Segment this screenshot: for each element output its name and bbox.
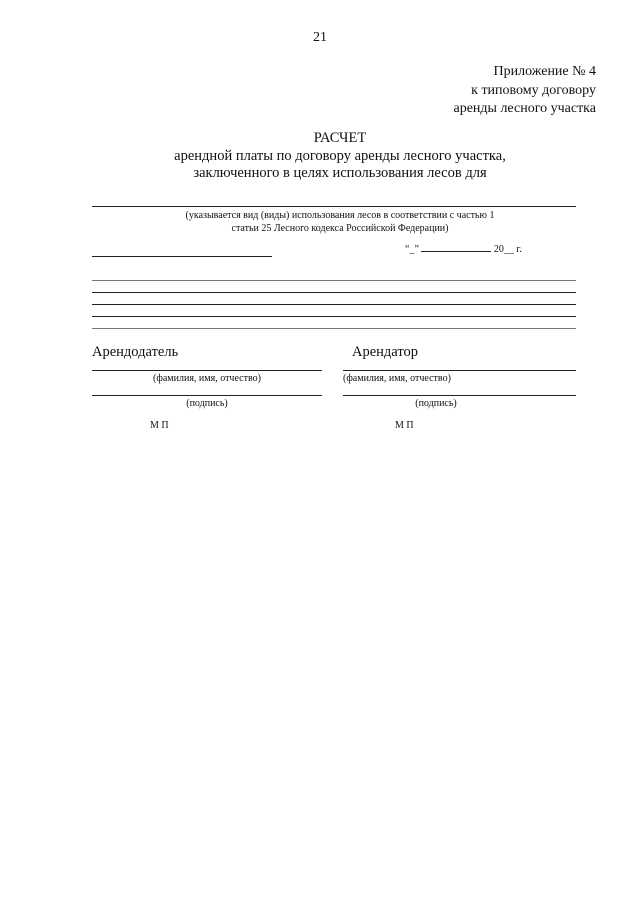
page-number: 21 <box>313 30 327 45</box>
calculation-line-3[interactable] <box>92 304 576 305</box>
lessor-signature-field[interactable] <box>92 395 322 396</box>
lessor-name-field[interactable] <box>92 370 322 371</box>
calculation-line-5[interactable] <box>92 328 576 329</box>
lessee-signature-caption: (подпись) <box>415 398 457 409</box>
lessor-label: Арендодатель <box>92 344 179 360</box>
appendix-reference <box>454 63 597 119</box>
lessee-name-caption: (фамилия, имя, отчество) <box>343 373 451 384</box>
calculation-line-4[interactable] <box>92 316 576 317</box>
calculation-line-2[interactable] <box>92 292 576 293</box>
date-day-blank: _ <box>409 244 415 255</box>
title-line-1: арендной платы по договору аренды лесного участка, <box>174 147 506 164</box>
appendix-line-2: к типовому договору <box>471 82 596 98</box>
place-field[interactable] <box>92 256 272 257</box>
title-heading: РАСЧЕТ <box>313 130 367 146</box>
usage-type-field[interactable] <box>92 206 576 207</box>
calculation-line-1[interactable] <box>92 280 576 281</box>
date-field[interactable] <box>405 242 522 255</box>
date-day-close-quote: ” <box>414 244 419 255</box>
usage-note-line-2: статьи 25 Лесного кодекса Российской Федерации) <box>231 222 449 234</box>
lessor-name-caption: (фамилия, имя, отчество) <box>153 373 261 384</box>
date-year-blank: __ <box>503 244 514 255</box>
document-title <box>0 130 640 183</box>
usage-note-line-1: (указывается вид (виды) использования лесов в соответствии с частью 1 <box>185 210 495 221</box>
lessee-signature-field[interactable] <box>343 395 576 396</box>
date-day-open-quote: “ <box>405 244 410 255</box>
date-year-suffix: г. <box>513 244 522 255</box>
lessee-label: Арендатор <box>352 344 419 360</box>
usage-note <box>90 210 590 235</box>
lessee-name-field[interactable] <box>343 370 576 371</box>
date-month-blank[interactable] <box>421 242 491 252</box>
lessor-stamp-mark: М П <box>150 420 169 431</box>
lessee-stamp-mark: М П <box>395 420 414 431</box>
lessor-signature-caption: (подпись) <box>186 398 228 409</box>
appendix-line-3: аренды лесного участка <box>453 101 596 116</box>
title-line-2: заключенного в целях использования лесов для <box>193 165 487 181</box>
date-year-prefix: 20 <box>493 244 504 255</box>
appendix-line-1: Приложение № 4 <box>493 64 596 79</box>
